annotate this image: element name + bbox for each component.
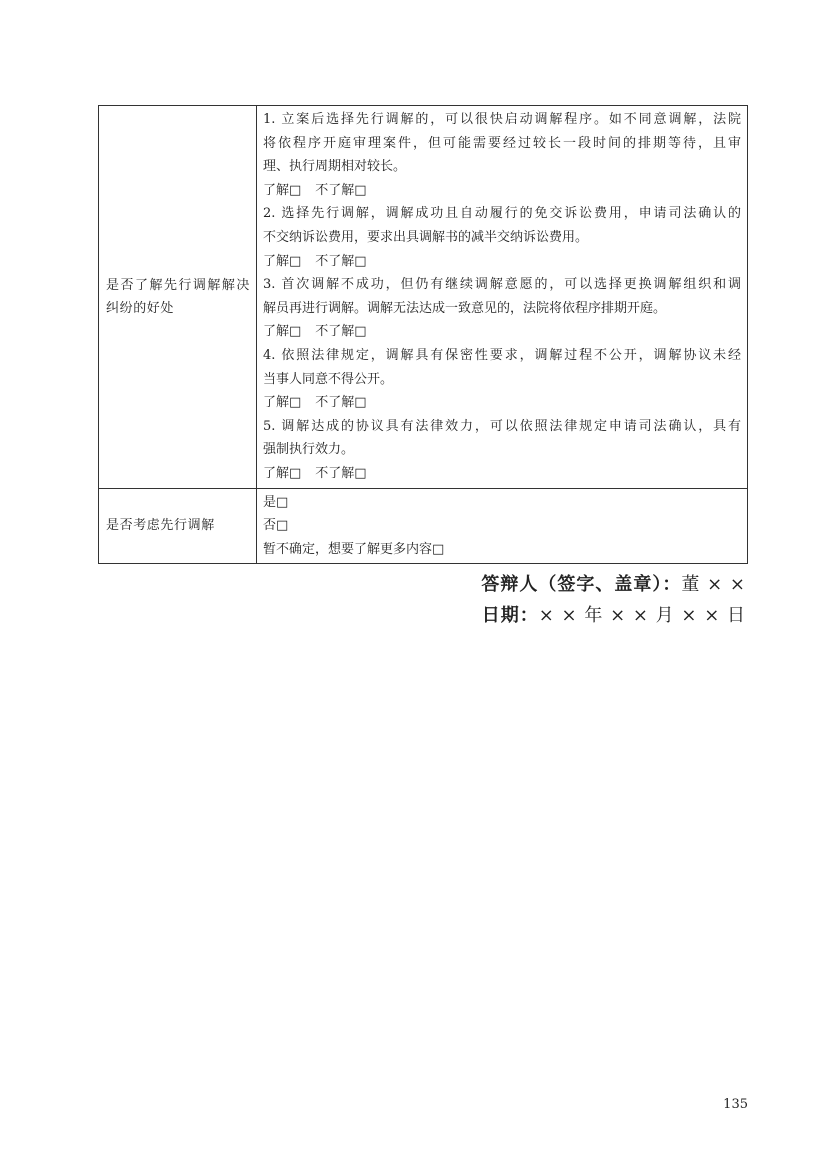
- respondent-signature-line: [481, 570, 746, 596]
- consider-mediation-label: 是否考虑先行调解: [106, 518, 215, 534]
- benefit-4-line-2: 当事人同意不得公开。: [263, 371, 394, 387]
- benefit-1-line-2: 将依程序开庭审理案件，但可能需要经过较长一段时间的排期等待，且审: [263, 135, 741, 151]
- benefit-4-line-1: 4. 依照法律规定，调解具有保密性要求，调解过程不公开，调解协议未经: [263, 347, 741, 363]
- consider-content-cell: [257, 488, 748, 564]
- consider-no-checkbox[interactable]: 否□: [263, 518, 289, 534]
- benefit-3-not-understand-checkbox[interactable]: 不了解□: [315, 324, 367, 340]
- date-label: 日期：: [481, 605, 539, 626]
- benefit-4-not-understand-checkbox[interactable]: 不了解□: [315, 395, 367, 411]
- consider-undecided-checkbox[interactable]: 暂不确定，想要了解更多内容□: [263, 541, 445, 557]
- benefit-1-not-understand-checkbox[interactable]: 不了解□: [315, 182, 367, 198]
- date-value: × × 年 × × 月 × × 日: [538, 605, 746, 626]
- benefit-1-line-3: 理、执行周期相对较长。: [263, 159, 407, 175]
- benefit-2-understand-checkbox[interactable]: 了解□: [263, 253, 302, 269]
- respondent-value: 董 × ×: [681, 574, 746, 595]
- benefit-5-not-understand-checkbox[interactable]: 不了解□: [315, 465, 367, 481]
- benefit-5-line-2: 强制执行效力。: [263, 442, 355, 458]
- benefit-2-line-2: 不交纳诉讼费用，要求出具调解书的减半交纳诉讼费用。: [263, 229, 589, 245]
- benefit-3-line-2: 解员再进行调解。调解无法达成一致意见的，法院将依程序排期开庭。: [263, 300, 667, 316]
- respondent-label: 答辩人（签字、盖章）：: [481, 574, 682, 595]
- benefit-1-line-1: 1. 立案后选择先行调解的，可以很快启动调解程序。如不同意调解，法院: [263, 112, 741, 127]
- consider-mediation-row: [99, 488, 748, 564]
- benefits-label-cell: [99, 106, 257, 489]
- benefit-2-line-1: 2. 选择先行调解，调解成功且自动履行的免交诉讼费用，申请司法确认的: [263, 206, 741, 222]
- page-number: 135: [723, 1097, 748, 1112]
- benefits-content-cell: [257, 106, 748, 489]
- benefit-3-understand-checkbox[interactable]: 了解□: [263, 324, 302, 340]
- benefit-2-options: [263, 250, 741, 274]
- benefit-5-options: [263, 462, 741, 486]
- benefit-5-line-1: 5. 调解达成的协议具有法律效力，可以依照法律规定申请司法确认，具有: [263, 418, 741, 434]
- benefit-2-not-understand-checkbox[interactable]: 不了解□: [315, 253, 367, 269]
- benefits-question-label: 是否了解先行调解解决纠纷的好处: [106, 277, 250, 316]
- benefit-5-understand-checkbox[interactable]: 了解□: [263, 465, 302, 481]
- mediation-form-table: [98, 105, 748, 564]
- benefit-4-options: [263, 391, 741, 415]
- consider-label-cell: [99, 488, 257, 564]
- benefit-3-line-1: 3. 首次调解不成功，但仍有继续调解意愿的，可以选择更换调解组织和调: [263, 277, 741, 293]
- benefit-1-options: [263, 179, 741, 203]
- date-line: [482, 601, 746, 627]
- benefit-1-understand-checkbox[interactable]: 了解□: [263, 182, 302, 198]
- benefits-row: [99, 106, 748, 489]
- benefit-4-understand-checkbox[interactable]: 了解□: [263, 395, 302, 411]
- benefit-3-options: [263, 320, 741, 344]
- consider-yes-checkbox[interactable]: 是□: [263, 494, 289, 510]
